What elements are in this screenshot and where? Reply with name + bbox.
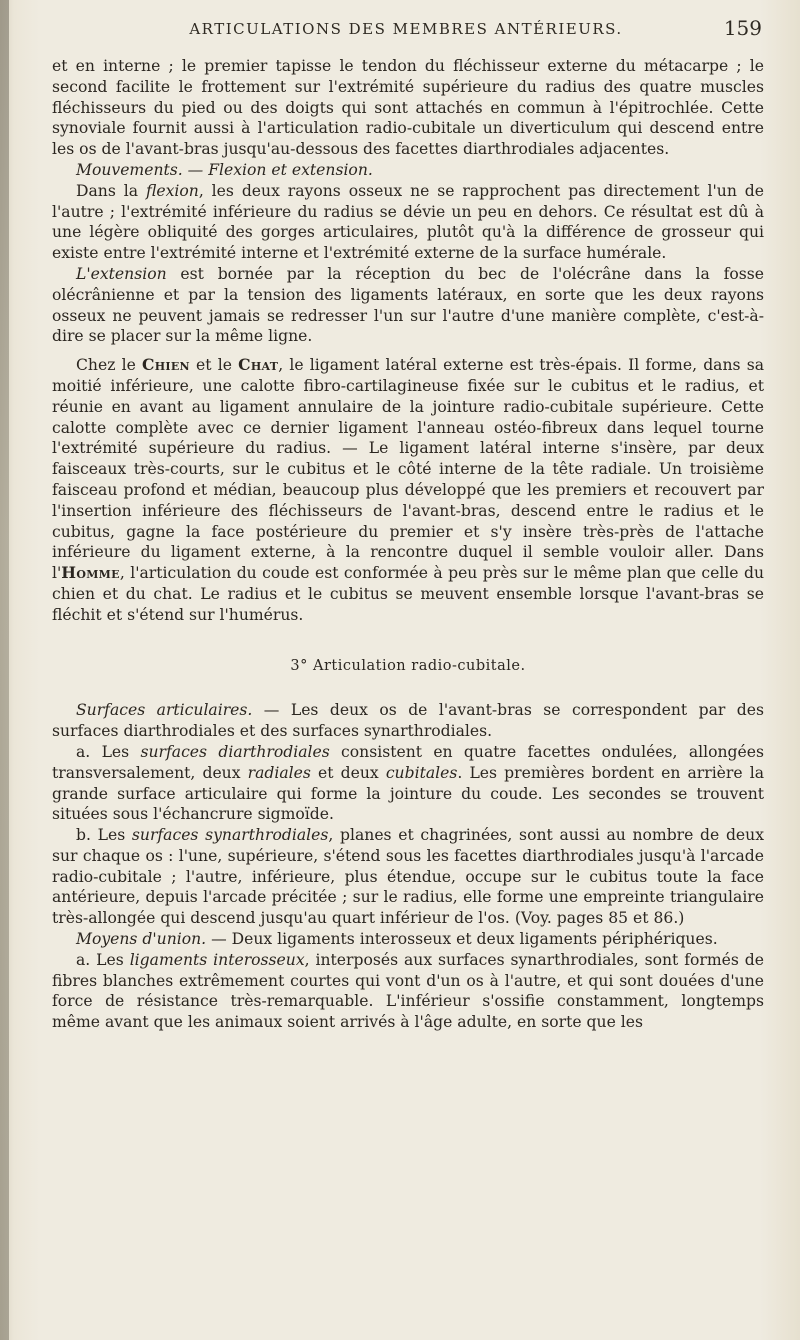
text-run: Chez le [76, 356, 142, 375]
species-homme: Homme [61, 563, 120, 583]
term-surfaces-diarthrodiales: surfaces diarthrodiales [140, 742, 330, 761]
text-run: consistent en quatre facettes ondulées, allongées transversalement, deux [52, 742, 764, 782]
term-radiales: radiales [247, 763, 311, 782]
species-chat: Chat [238, 355, 279, 375]
text-run: . Les premières bordent en arrière la grande surface articulaire qui forme la jointure du coude. Les secondes se trouvent situées sous l'échancrure sigmoïde. [52, 763, 764, 824]
heading-mouvements [52, 160, 764, 181]
paragraph-ligaments-interosseux [52, 950, 764, 1033]
surfaces-title: Surfaces articulaires. [76, 701, 253, 720]
term-cubitales: cubitales [385, 763, 458, 782]
running-header [50, 14, 762, 44]
running-title: ARTICULATIONS DES MEMBRES ANTÉRIEURS. [189, 20, 623, 38]
text-run: — Deux ligaments interosseux et deux ligaments périphériques. [206, 930, 718, 949]
text-run: , l'articulation du coude est conformée à peu près sur le même plan que celle du chien et du chat. Le radius et le cubitus se meuvent ensemble lorsque l'avant-bras se fléchit et s'étend sur l'humérus. [52, 564, 764, 624]
page-body [52, 56, 764, 1033]
paragraph-surfaces-b [52, 825, 764, 929]
text-run: b. Les [76, 826, 132, 845]
text-run: , interposés aux surfaces synarthrodiales, sont formés de fibres blanches extrêmement courtes qui vont d'un os à l'autre, et qui sont douées d'une force de résistance très-remarquable. L'inférieur s'ossifie constamment, longtemps même avant que les animaux soient arrivés à l'âge adulte, en sorte que les [52, 950, 764, 1032]
text-run: et le [189, 356, 239, 375]
mouvements-title: Mouvements. — Flexion et extension. [76, 160, 373, 179]
text-run: Dans la [76, 181, 146, 200]
term-ligaments-interosseux: ligaments interosseux [129, 950, 305, 969]
term-flexion: flexion [145, 181, 199, 200]
term-extension: L'extension [76, 264, 167, 283]
text-run: et deux [310, 763, 386, 782]
paragraph-surfaces-a [52, 742, 764, 825]
section-title-radio-cubitale: 3° Articulation radio-cubitale. [290, 657, 526, 674]
page-gutter-shadow [0, 0, 9, 1340]
paragraph-moyens-union [52, 929, 764, 950]
term-surfaces-synarthrodiales: surfaces synarthrodiales [131, 826, 329, 845]
text-run: , les deux rayons osseux ne se rapprochent pas directement l'un de l'autre ; l'extrémité inférieure du radius se dévie un peu en dehors. Ce résultat est dû à une légère obliquité des gorges articulaires, plutôt qu'à la différence de grosseur qui existe entre l'extrémité interne et l'extrémité externe de la surface humérale. [52, 181, 764, 263]
paragraph-synoviale: et en interne ; le premier tapisse le tendon du fléchisseur externe du métacarpe ; le second facilite le frottement sur l'extrémité supérieure du radius des quatre muscles fléchisseurs du pied ou des doigts qui sont attachés en commun à l'épitrochlée. Cette synoviale fournit aussi à l'articulation radio-cubitale un diverticulum qui descend entre les os de l'avant-bras jusqu'au-dessous des facettes diarthrodiales adjacentes. [52, 57, 764, 159]
text-run: a. Les [76, 950, 130, 969]
text-run: a. Les [76, 742, 141, 761]
moyens-title: Moyens d'union. [76, 930, 207, 949]
text-run: , le ligament latéral externe est très-épais. Il forme, dans sa moitié inférieure, une calotte fibro-cartilagineuse fixée sur le cubitus et le radius, et réunie en avant au ligament annulaire de la jointure radio-cubitale supérieure. Cette calotte complète avec ce dernier ligament l'anneau ostéo-fibreux dans lequel tourne l'extrémité supérieure du radius. — Le ligament latéral interne s'insère, par deux faisceaux très-courts, sur le cubitus et le côté interne de la tête radiale. Un troisième faisceau profond et médian, beaucoup plus développé que les premiers et recouvert par l'insertion inférieure des fléchisseurs de l'avant-bras, descend entre le radius et le cubitus, gagne la face postérieure du premier et s'y insère très-près de l'attache inférieure du ligament externe, à la rencontre duquel il semble vouloir aller. Dans l' [52, 356, 764, 583]
paragraph-flexion [52, 181, 764, 264]
species-chien: Chien [141, 355, 190, 375]
paragraph-surfaces [52, 700, 764, 742]
text-run: est bornée par la réception du bec de l'olécrâne dans la fosse olécrânienne et par la tension des ligaments latéraux, en sorte que les deux rayons osseux ne peuvent jamais se redresser l'un sur l'autre d'une manière complète, c'est-à-dire se placer sur la même ligne. [52, 264, 764, 346]
paragraph-extension [52, 264, 764, 347]
text-run: — Les deux os de l'avant-bras se correspondent par des surfaces diarthrodiales et des surfaces synarthrodiales. [52, 701, 764, 741]
page-number: 159 [723, 16, 762, 40]
text-run: , planes et chagrinées, sont aussi au nombre de deux sur chaque os : l'une, supérieure, s'étend sous les facettes diarthrodiales jusqu'à l'arcade radio-cubitale ; l'autre, inférieure, plus étendue, occupe sur le cubitus toute la face antérieure, depuis l'arcade précitée ; sur le radius, elle forme une empreinte triangulaire très-allongée qui descend jusqu'au quart inférieur de l'os. (Voy. pages 85 et 86.) [52, 826, 764, 928]
paragraph-chien-chat [52, 355, 764, 625]
